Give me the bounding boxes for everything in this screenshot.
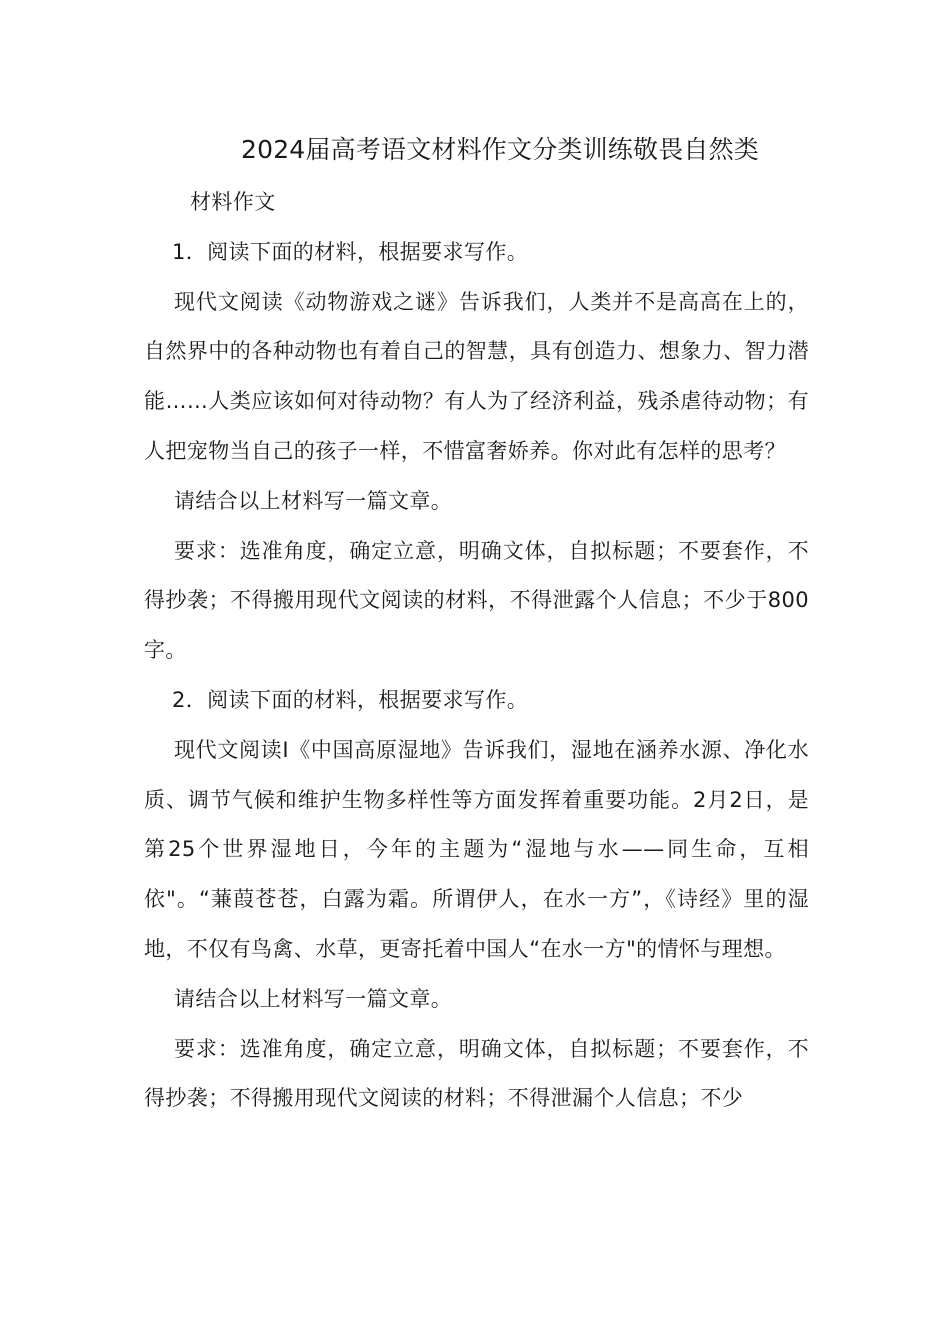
question-1-heading: 1．阅读下面的材料，根据要求写作。 [172,239,529,264]
question-1-instruction: 请结合以上材料写一篇文章。 [174,488,453,513]
question-2-material: 现代文阅读Ⅰ《中国高原湿地》告诉我们，湿地在涵养水源、净化水质、调节气候和维护生物多样性等方面发挥着重要功能。2月2日，是第25个世界湿地日，今年的主题为“湿地与水——同生命，互相依"。“蒹葭苍苍，白露为霜。所谓伊人，在水一方”，《诗经》里的湿地，不仅有鸟禽、水草，更寄托着中国人“在水一方"的情怀与理想。 [144,737,809,961]
question-2-requirements: 要求：选准角度，确定立意，明确文体，自拟标题；不要套作，不得抄袭；不得搬用现代文阅读的材料；不得泄漏个人信息；不少 [144,1036,809,1111]
question-2-instruction: 请结合以上材料写一篇文章。 [174,986,453,1011]
question-1-material: 现代文阅读《动物游戏之谜》告诉我们，人类并不是高高在上的，自然界中的各种动物也有着自己的智慧，具有创造力、想象力、智力潜能……人类应该如何对待动物？有人为了经济利益，残杀虐待动物；有人把宠物当自己的孩子一样，不惜富奢娇养。你对此有怎样的思考？ [144,289,809,463]
question-1-requirements: 要求：选准角度，确定立意，明确文体，自拟标题；不要套作，不得抄袭；不得搬用现代文阅读的材料，不得泄露个人信息；不少于800字。 [144,538,809,663]
section-label: 材料作文 [190,190,276,214]
document-body [144,178,809,1124]
question-2-heading: 2．阅读下面的材料，根据要求写作。 [172,687,529,712]
document-title: 2024届高考语文材料作文分类训练敬畏自然类 [240,135,760,164]
